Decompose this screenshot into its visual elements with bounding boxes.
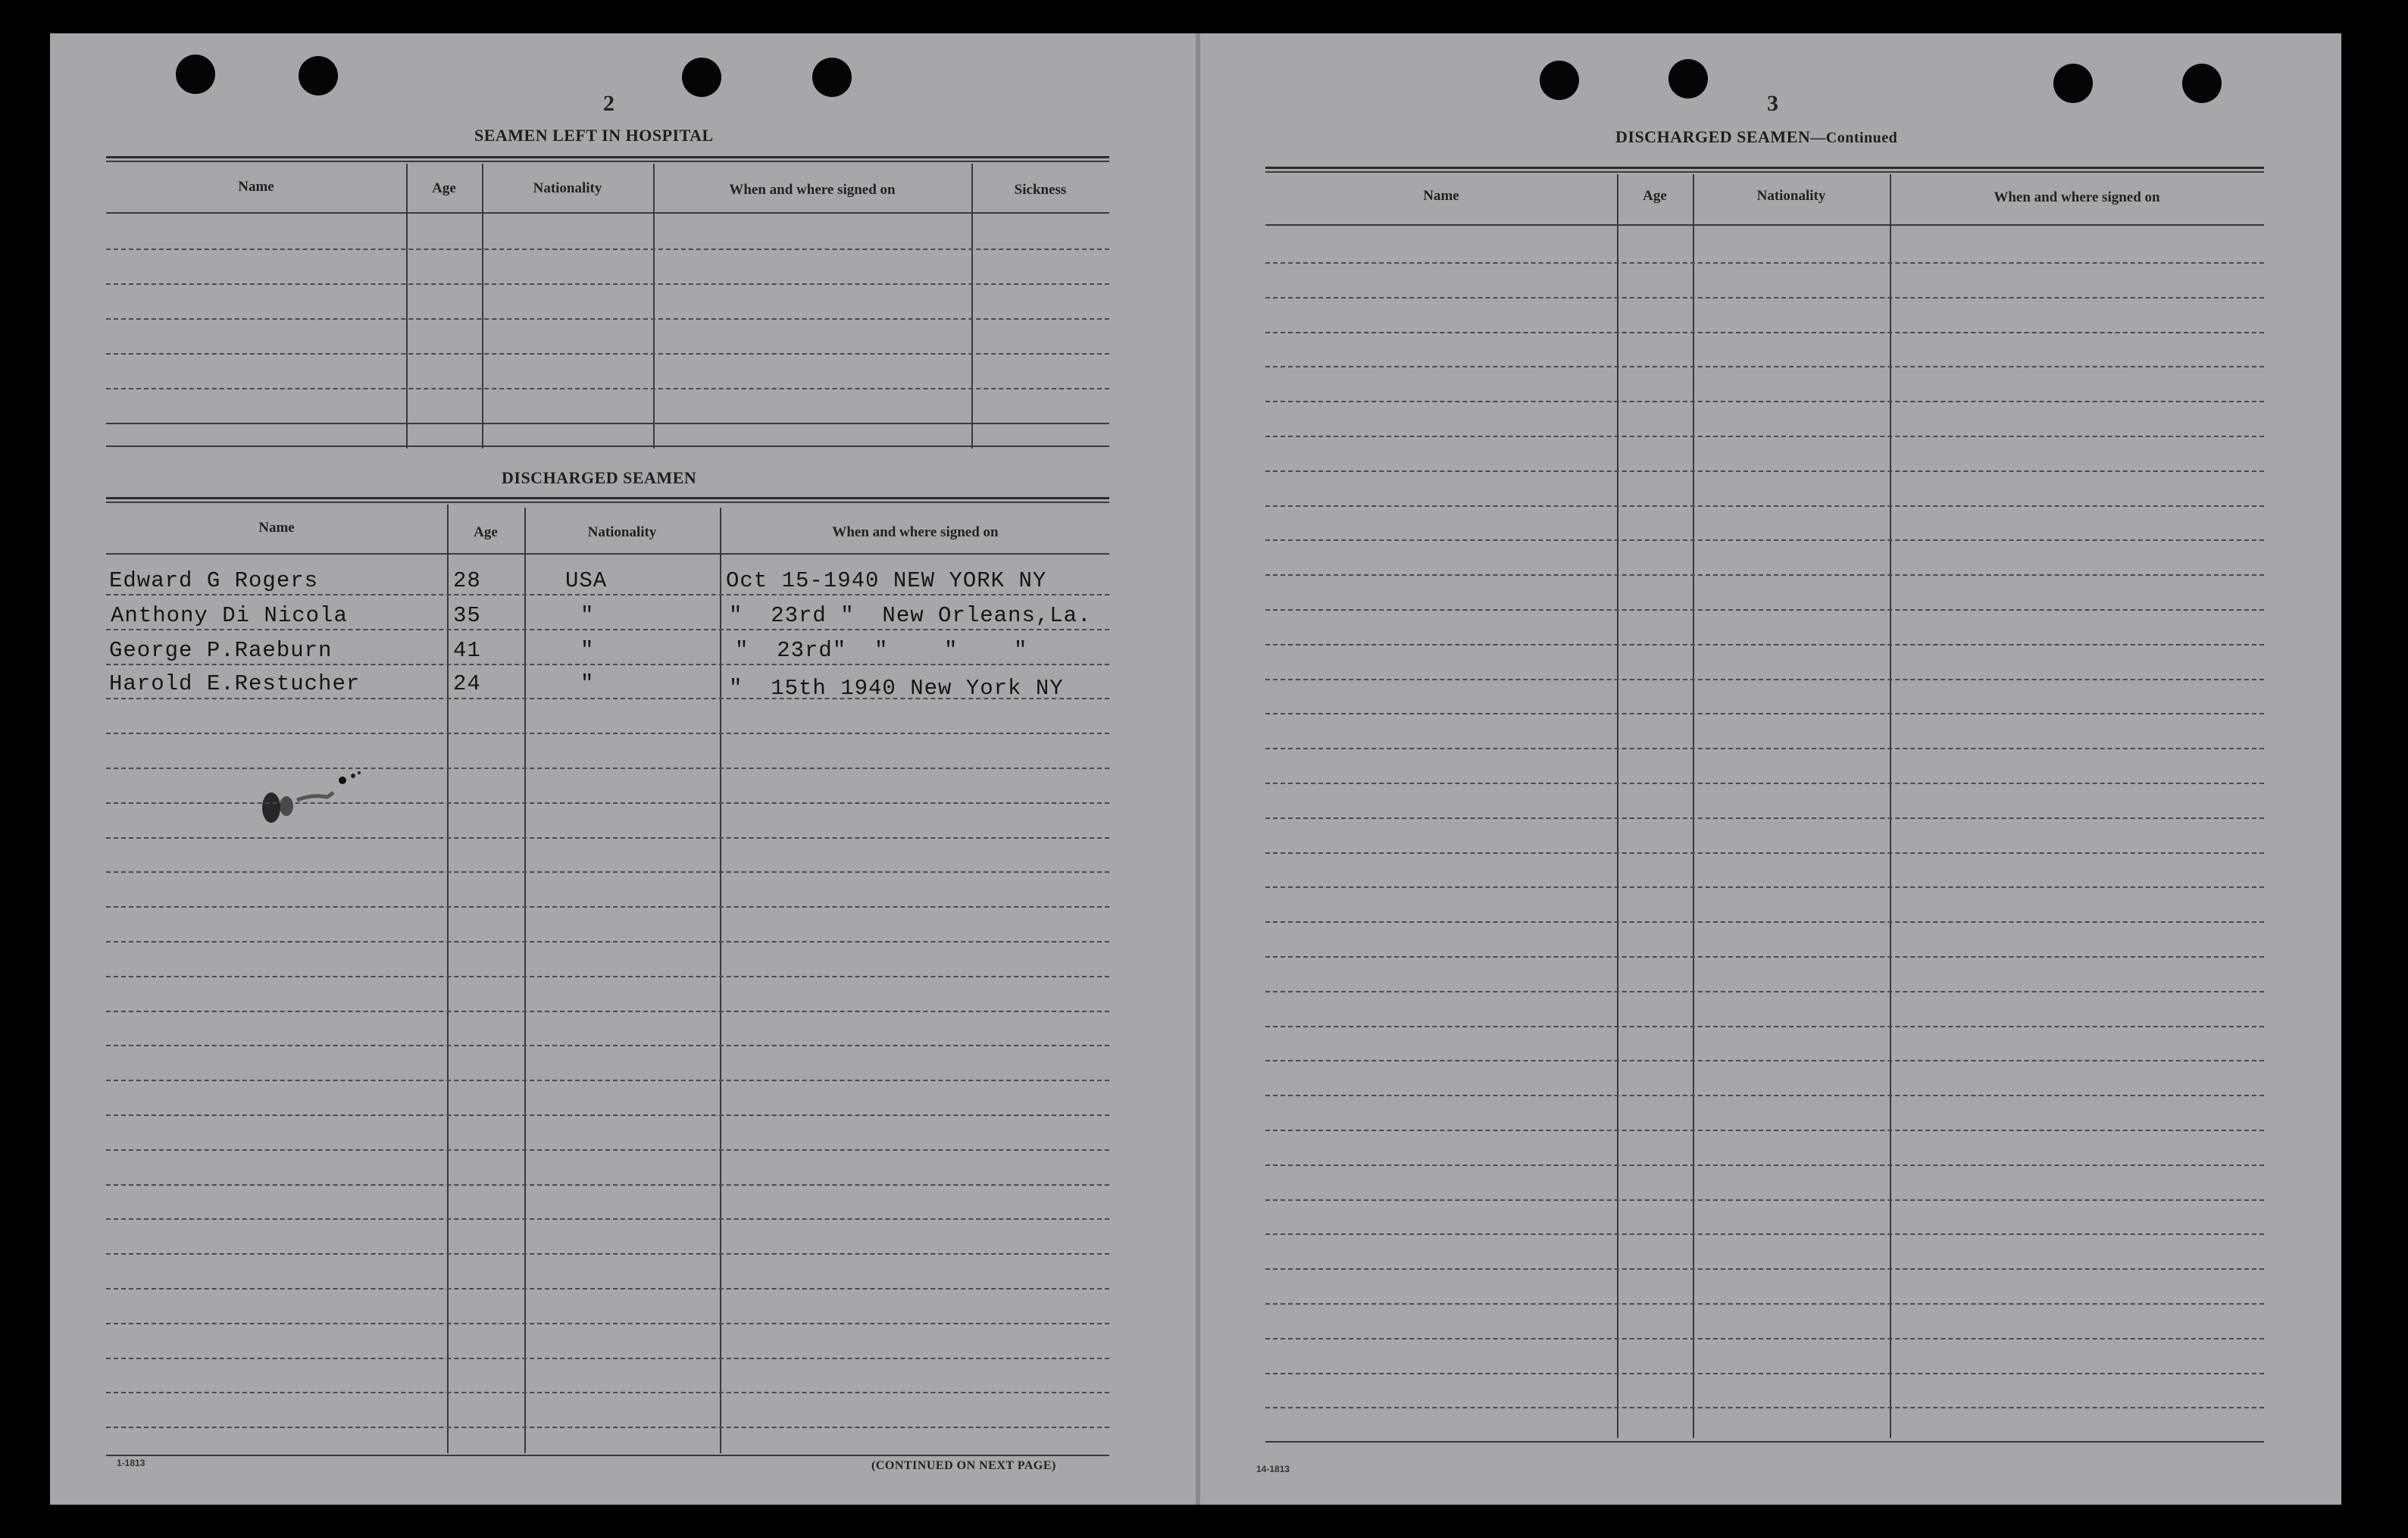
row-rule: [1265, 1268, 2264, 1270]
row-rule: [106, 1253, 1109, 1255]
column-header-signed-on: When and where signed on: [832, 524, 999, 540]
row-rule: [1265, 297, 2264, 299]
row-rule: [1265, 1095, 2264, 1096]
row-rule: [1265, 1026, 2264, 1027]
page-number: 3: [1767, 91, 1778, 116]
discharged-continued-title: [1615, 127, 1897, 147]
punch-hole: [2182, 64, 2222, 103]
punch-hole: [176, 55, 215, 94]
title-main: DISCHARGED SEAMEN: [1615, 127, 1811, 146]
row-rule: [106, 1358, 1109, 1359]
column-header-age: Age: [1643, 188, 1667, 204]
row-rule: [106, 388, 1109, 389]
row-rule: [1265, 817, 2264, 819]
form-code: 14-1813: [1256, 1464, 1290, 1474]
continued-note: (CONTINUED ON NEXT PAGE): [871, 1459, 1056, 1472]
table-rule: [106, 497, 1109, 499]
row-rule: [106, 837, 1109, 839]
row-rule: [1265, 574, 2264, 576]
row-rule: [106, 733, 1109, 734]
seaman-age: 41: [453, 638, 481, 663]
hospital-section-title: SEAMEN LEFT IN HOSPITAL: [474, 126, 714, 145]
header-rule: [106, 212, 1109, 214]
header-rule: [1265, 224, 2264, 226]
column-divider: [1617, 174, 1618, 1438]
column-divider: [1890, 174, 1891, 1438]
seaman-age: 28: [453, 568, 481, 593]
row-rule: [106, 423, 1109, 424]
row-rule: [106, 594, 1109, 596]
row-rule: [1265, 991, 2264, 993]
row-rule: [1265, 921, 2264, 923]
row-rule: [1265, 956, 2264, 958]
row-rule: [1265, 1407, 2264, 1408]
column-divider: [482, 164, 483, 449]
punch-hole: [2053, 64, 2093, 103]
row-rule: [106, 629, 1109, 630]
seaman-nationality: USA: [565, 568, 608, 593]
column-divider: [406, 164, 408, 449]
column-header-name: Name: [238, 179, 274, 195]
column-divider: [653, 164, 655, 449]
right-page: [1200, 33, 2341, 1505]
seaman-name: Edward G Rogers: [109, 568, 319, 593]
row-rule: [106, 1184, 1109, 1186]
row-rule: [106, 1323, 1109, 1324]
row-rule: [106, 698, 1109, 699]
column-divider: [447, 505, 449, 1453]
seaman-signed-on: " 23rd" " " ": [735, 638, 1028, 663]
seaman-nationality: ": [580, 603, 595, 628]
column-header-signed-on: When and where signed on: [1994, 189, 2160, 205]
row-rule: [1265, 401, 2264, 402]
row-rule: [106, 976, 1109, 977]
seaman-nationality: ": [580, 671, 595, 696]
seaman-nationality: ": [580, 638, 595, 663]
table-rule: [106, 502, 1109, 503]
column-divider: [720, 508, 721, 1453]
column-header-age: Age: [432, 180, 456, 196]
left-page: [50, 33, 1196, 1505]
row-rule: [1265, 783, 2264, 784]
seaman-name: Harold E.Restucher: [109, 671, 361, 696]
seaman-signed-on: Oct 15-1940 NEW YORK NY: [726, 568, 1047, 593]
row-rule: [106, 1392, 1109, 1393]
row-rule: [106, 1427, 1109, 1428]
row-rule: [1265, 1130, 2264, 1131]
row-rule: [106, 1288, 1109, 1289]
row-rule: [106, 1149, 1109, 1151]
row-rule: [1265, 609, 2264, 611]
row-rule: [1265, 470, 2264, 472]
column-header-signed-on: When and where signed on: [729, 182, 896, 198]
column-divider: [971, 164, 973, 449]
punch-hole: [682, 58, 721, 97]
punch-hole: [1540, 61, 1579, 100]
row-rule: [106, 941, 1109, 942]
seaman-age: 24: [453, 671, 481, 696]
row-rule: [106, 802, 1109, 804]
row-rule: [1265, 1338, 2264, 1339]
row-rule: [106, 1218, 1109, 1220]
ink-smudge: [252, 753, 373, 836]
seaman-signed-on: " 23rd " New Orleans,La.: [729, 603, 1092, 628]
seaman-age: 35: [453, 603, 481, 628]
row-rule: [1265, 1373, 2264, 1374]
row-rule: [106, 1080, 1109, 1081]
row-rule: [106, 249, 1109, 250]
column-header-name: Name: [258, 520, 295, 536]
table-rule: [106, 156, 1109, 158]
punch-hole: [812, 58, 852, 97]
column-header-nationality: Nationality: [533, 180, 602, 196]
column-header-nationality: Nationality: [1756, 188, 1826, 204]
column-header-sickness: Sickness: [1014, 182, 1067, 198]
title-suffix: —Continued: [1810, 130, 1898, 146]
row-rule: [1265, 886, 2264, 888]
row-rule: [1265, 505, 2264, 507]
row-rule: [1265, 332, 2264, 333]
row-rule: [1265, 713, 2264, 714]
row-rule: [1265, 679, 2264, 680]
column-divider: [524, 508, 526, 1453]
column-header-nationality: Nationality: [587, 524, 657, 540]
seaman-name: George P.Raeburn: [109, 638, 333, 663]
seaman-name: Anthony Di Nicola: [111, 603, 348, 628]
form-code: 1-1813: [117, 1458, 145, 1468]
row-rule: [1265, 748, 2264, 749]
punch-hole: [299, 56, 338, 95]
row-rule: [106, 353, 1109, 355]
row-rule: [1265, 852, 2264, 854]
row-rule: [1265, 1303, 2264, 1305]
row-rule: [106, 445, 1109, 447]
row-rule: [1265, 366, 2264, 367]
row-rule: [106, 318, 1109, 320]
row-rule: [1265, 262, 2264, 264]
header-rule: [106, 553, 1109, 555]
row-rule: [1265, 1060, 2264, 1061]
column-header-age: Age: [474, 524, 498, 540]
bottom-rule: [1265, 1441, 2264, 1443]
row-rule: [106, 1114, 1109, 1116]
row-rule: [106, 1011, 1109, 1012]
table-rule: [1265, 171, 2264, 173]
seaman-signed-on: " 15th 1940 New York NY: [729, 676, 1064, 701]
row-rule: [1265, 644, 2264, 646]
row-rule: [106, 906, 1109, 908]
table-rule: [1265, 167, 2264, 169]
column-divider: [1693, 174, 1694, 1438]
column-header-name: Name: [1423, 188, 1459, 204]
table-rule: [106, 161, 1109, 162]
row-rule: [1265, 1199, 2264, 1201]
bottom-rule: [106, 1455, 1109, 1456]
row-rule: [106, 871, 1109, 873]
row-rule: [1265, 436, 2264, 437]
row-rule: [1265, 1233, 2264, 1235]
page-number: 2: [603, 91, 615, 116]
row-rule: [106, 1045, 1109, 1046]
punch-hole: [1668, 59, 1708, 98]
row-rule: [1265, 539, 2264, 541]
row-rule: [1265, 1164, 2264, 1166]
row-rule: [106, 283, 1109, 285]
discharged-section-title: DISCHARGED SEAMEN: [502, 468, 697, 487]
row-rule: [106, 664, 1109, 665]
row-rule: [106, 767, 1109, 769]
